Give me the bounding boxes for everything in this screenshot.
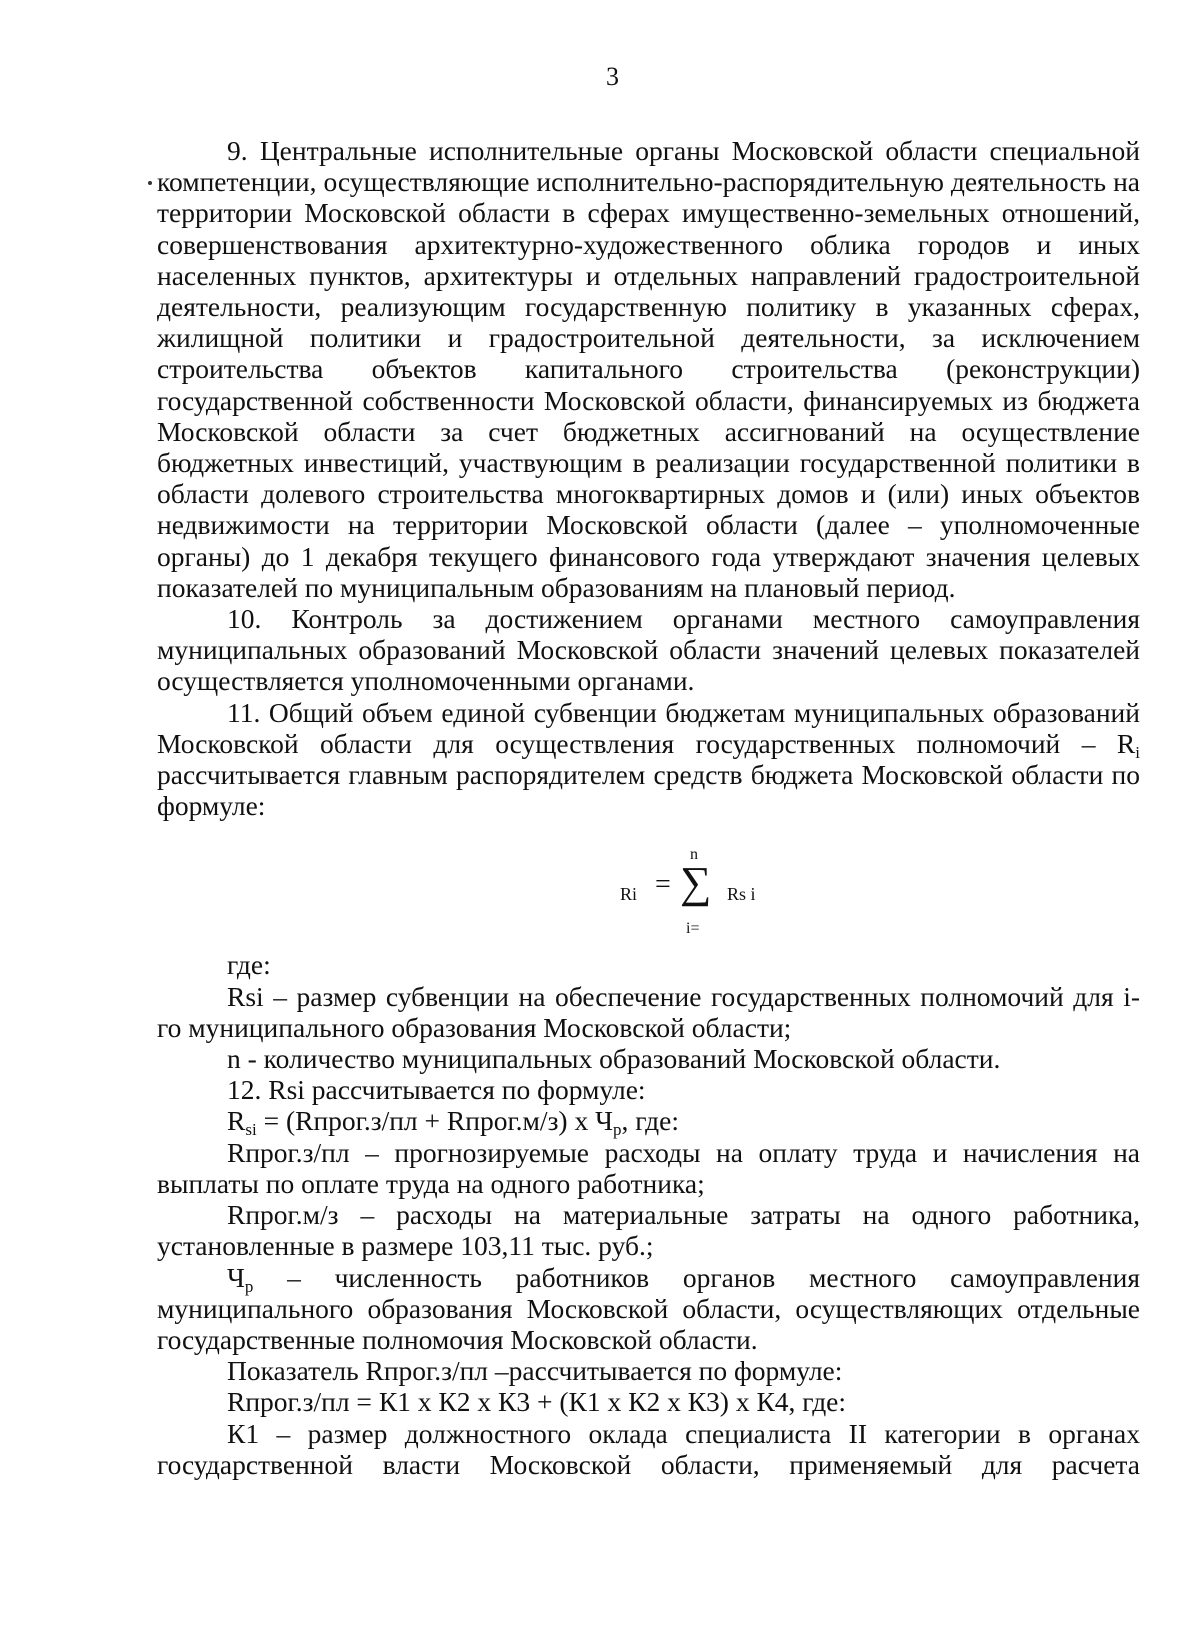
paragraph-9-line1: 9. Центральные исполнительные органы Московской области специальной bbox=[227, 135, 1140, 166]
rsi-definition: Rsi – размер субвенции на обеспечение государственных полномочий для i-го муниципального образования Московской области; bbox=[157, 980, 1140, 1043]
rprog-zpl-definition: Rпрог.з/пл – прогнозируемые расходы на оплату труда и начисления на выплаты по оплате труда на одного работника; bbox=[157, 1136, 1140, 1199]
rsi-formula bbox=[157, 1105, 1140, 1140]
page-number: 3 bbox=[606, 62, 619, 91]
where-label: где: bbox=[227, 949, 271, 981]
formula-rhs: Rs i bbox=[727, 884, 756, 905]
paragraph-11 bbox=[157, 697, 1140, 822]
paragraph-10: 10. Контроль за достижением органами местного самоуправления муниципальных образований Московской области значений целевых показателей осуществляется уполномоченными органами. bbox=[157, 603, 1140, 697]
paragraph-12: 12. Rsi рассчитывается по формуле: bbox=[227, 1074, 646, 1106]
rsi-formula-sub-si: si bbox=[245, 1120, 257, 1140]
k1-definition: К1 – размер должностного оклада специалиста II категории в органах государственной власти Московской области, применяемый для расчета bbox=[157, 1417, 1140, 1480]
formula-lhs: Ri bbox=[620, 884, 638, 905]
document-body bbox=[157, 135, 1140, 1480]
formula-block bbox=[157, 821, 1140, 949]
sigma-icon: ∑ bbox=[680, 858, 712, 908]
paragraph-11-before: 11. Общий объем единой субвенции бюджетам муниципальных образований Московской области для осуществления государственных полномочий – R bbox=[157, 696, 1140, 759]
indicator-line: Показатель Rпрог.з/пл –рассчитывается по формуле: bbox=[227, 1355, 843, 1387]
rprog-mz-definition: Rпрог.м/з – расходы на материальные затраты на одного работника, установленные в размере 103,11 тыс. руб.; bbox=[157, 1199, 1140, 1262]
paragraph-9 bbox=[157, 135, 1140, 166]
chp-subscript: р bbox=[244, 1276, 254, 1296]
rprog-formula: Rпрог.з/пл = К1 х К2 х К3 + (К1 х К2 х К3) х К4, где: bbox=[227, 1386, 847, 1418]
rsi-formula-mid: = (Rпрог.з/пл + Rпрог.м/з) х Ч bbox=[256, 1105, 613, 1137]
formula-upper-limit: n bbox=[690, 846, 698, 864]
chp-text: – численность работников органов местного самоуправления муниципального образования Московской области, осуществляющих отдельные государственные полномочия Московской области. bbox=[157, 1261, 1140, 1355]
paragraph-11-subscript: i bbox=[1135, 742, 1140, 762]
rsi-formula-sub-p: р bbox=[612, 1120, 622, 1140]
rsi-formula-end: , где: bbox=[621, 1105, 679, 1137]
rsi-formula-r: R bbox=[227, 1105, 246, 1137]
n-definition: n - количество муниципальных образований Московской области. bbox=[227, 1043, 1001, 1075]
paragraph-11-after: рассчитывается главным распорядителем средств бюджета Московской области по формуле: bbox=[157, 759, 1140, 822]
scan-dot bbox=[148, 181, 152, 185]
chp-definition bbox=[157, 1262, 1140, 1356]
chp-symbol: Ч bbox=[227, 1261, 245, 1293]
formula-lower-limit: i= bbox=[686, 920, 700, 938]
formula-equals: = bbox=[655, 869, 671, 901]
summation-formula bbox=[620, 839, 760, 939]
paragraph-9-body: компетенции, осуществляющие исполнительно-распорядительную деятельность на территории Московской области в сферах имущественно-земельных отношений, совершенствования архитектурно-художественного облика городов и иных населенных пунктов, архитектуры и отдельных направлений градостроительной деятельности, реализующим государственную политику в указанных сферах, жилищной политики и градостроительной деятельности, за исключением строительства объектов капитального строительства (реконструкции) государственной собственности Московской области, финансируемых из бюджета Московской области за счет бюджетных ассигнований на осуществление бюджетных инвестиций, участвующим в реализации государственной политики в области долевого строительства многоквартирных домов и (или) иных объектов недвижимости на территории Московской области (далее – уполномоченные органы) до 1 декабря текущего финансового года утверждают значения целевых показателей по муниципальным образованиям на плановый период. bbox=[157, 166, 1140, 603]
